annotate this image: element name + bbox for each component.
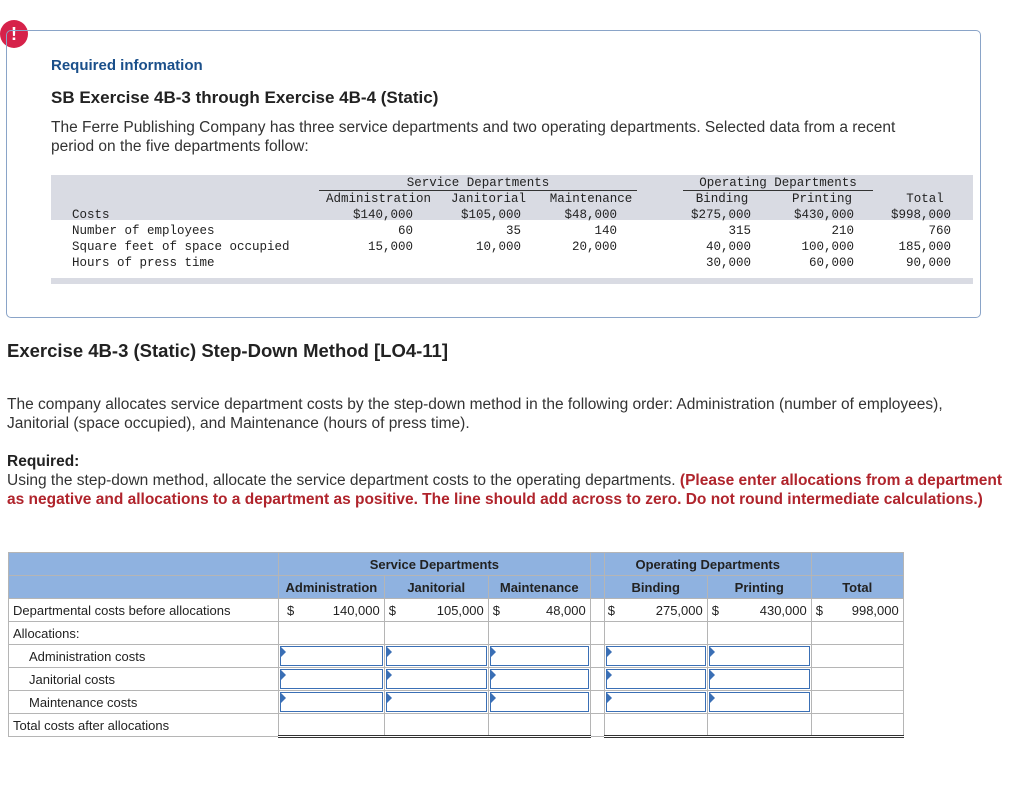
cell-press-binding: 30,000 — [705, 256, 751, 270]
alloc-header-blank — [9, 553, 279, 576]
total-after-allocations-row — [9, 714, 904, 737]
jan-alloc-total-cell — [811, 668, 903, 691]
cell-sqft-maintenance: 20,000 — [571, 240, 617, 254]
required-instructions — [7, 452, 1007, 509]
data-table-bottom-band — [51, 278, 973, 284]
before-allocations-row — [9, 599, 904, 622]
admin-alloc-printing-input[interactable] — [709, 646, 810, 666]
total-admin-cell — [279, 714, 385, 737]
cell-sqft-printing: 100,000 — [801, 240, 854, 254]
col-total: Total — [906, 192, 944, 206]
before-total-value: 998,000 — [825, 599, 903, 622]
janitorial-costs-row — [9, 668, 904, 691]
maint-alloc-total-cell — [811, 691, 903, 714]
alloc-operating-group: Operating Departments — [604, 553, 811, 576]
operating-departments-group-label: Operating Departments — [699, 176, 857, 190]
required-info-panel — [6, 30, 981, 318]
jan-alloc-admin-input[interactable] — [280, 669, 383, 689]
cell-employees-printing: 210 — [831, 224, 854, 238]
required-info-heading: Required information — [51, 57, 203, 74]
janitorial-costs-label: Janitorial costs — [9, 668, 279, 691]
exercise-title: Exercise 4B-3 (Static) Step-Down Method [LO4-11] — [7, 340, 449, 361]
row-label-costs: Costs — [72, 208, 110, 222]
allocations-header-row — [9, 622, 904, 645]
admin-alloc-binding-input[interactable] — [606, 646, 706, 666]
col-printing: Printing — [791, 192, 852, 206]
cell-costs-printing: $430,000 — [793, 208, 854, 222]
total-binding-cell — [604, 714, 707, 737]
allocation-table — [8, 552, 904, 738]
before-maintenance-value: 48,000 — [502, 599, 590, 622]
total-maintenance-cell — [488, 714, 590, 737]
maint-alloc-maintenance-input[interactable] — [490, 692, 589, 712]
alloc-colhdr-blank — [9, 576, 279, 599]
cell-costs-binding: $275,000 — [690, 208, 751, 222]
admin-costs-row — [9, 645, 904, 668]
cell-sqft-binding: 40,000 — [705, 240, 751, 254]
currency-sign: $ — [384, 599, 398, 622]
col-binding: Binding — [695, 192, 749, 206]
maintenance-costs-label: Maintenance costs — [9, 691, 279, 714]
cell-press-total: 90,000 — [905, 256, 951, 270]
total-janitorial-cell — [384, 714, 488, 737]
alloc-header-total-blank — [811, 553, 903, 576]
before-allocations-label: Departmental costs before allocations — [9, 599, 279, 622]
jan-alloc-binding-input[interactable] — [606, 669, 706, 689]
cell-costs-maintenance: $48,000 — [564, 208, 617, 222]
currency-sign: $ — [279, 599, 295, 622]
alloc-col-administration: Administration — [279, 576, 385, 599]
row-label-employees: Number of employees — [72, 224, 215, 238]
allocations-label: Allocations: — [9, 622, 279, 645]
jan-alloc-printing-input[interactable] — [709, 669, 810, 689]
cell-employees-janitorial: 35 — [505, 224, 521, 238]
col-administration: Administration — [325, 192, 432, 206]
admin-costs-label: Administration costs — [9, 645, 279, 668]
cell-costs-total: $998,000 — [890, 208, 951, 222]
maint-alloc-printing-input[interactable] — [709, 692, 810, 712]
intro-text: The Ferre Publishing Company has three service departments and two operating departments. Selected data from a recent period on the five departments follow: — [51, 119, 896, 155]
currency-sign: $ — [488, 599, 502, 622]
total-printing-cell — [707, 714, 811, 737]
gap-cell — [590, 714, 604, 737]
alloc-col-binding: Binding — [604, 576, 707, 599]
before-binding-value: 275,000 — [617, 599, 707, 622]
maint-alloc-janitorial-input[interactable] — [386, 692, 487, 712]
alloc-column-header-row — [9, 576, 904, 599]
row-label-press-hours: Hours of press time — [72, 256, 215, 270]
alloc-col-janitorial: Janitorial — [384, 576, 488, 599]
required-text: Using the step-down method, allocate the service department costs to the operating departments. — [7, 472, 680, 489]
alloc-col-total: Total — [811, 576, 903, 599]
alloc-header-gap — [590, 553, 604, 576]
maintenance-costs-row — [9, 691, 904, 714]
maint-alloc-binding-input[interactable] — [606, 692, 706, 712]
cell-sqft-total: 185,000 — [898, 240, 951, 254]
cell-sqft-janitorial: 10,000 — [475, 240, 521, 254]
alert-icon: ! — [0, 20, 28, 48]
jan-alloc-maintenance-input[interactable] — [490, 669, 589, 689]
cell-employees-total: 760 — [928, 224, 951, 238]
before-admin-value: 140,000 — [294, 599, 384, 622]
before-printing-value: 430,000 — [721, 599, 811, 622]
gap-cell — [590, 599, 604, 622]
jan-alloc-janitorial-input[interactable] — [386, 669, 487, 689]
gap-cell — [590, 668, 604, 691]
exercise-range-title: SB Exercise 4B-3 through Exercise 4B-4 (Static) — [51, 88, 439, 107]
service-departments-group-label: Service Departments — [406, 176, 550, 190]
maint-alloc-admin-input[interactable] — [280, 692, 383, 712]
admin-alloc-janitorial-input[interactable] — [386, 646, 487, 666]
cell-costs-janitorial: $105,000 — [460, 208, 521, 222]
alloc-col-maintenance: Maintenance — [488, 576, 590, 599]
cell-employees-admin: 60 — [397, 224, 413, 238]
total-after-allocations-label: Total costs after allocations — [9, 714, 279, 737]
col-janitorial: Janitorial — [450, 192, 526, 206]
col-maintenance: Maintenance — [549, 192, 633, 206]
alloc-group-header-row — [9, 553, 904, 576]
alloc-colhdr-gap — [590, 576, 604, 599]
required-red-note: (Please enter allocations from a department as negative and allocations to a department as positive. The line should add across to zero. Do not round intermediate calculations.) — [7, 472, 1003, 508]
alloc-col-printing: Printing — [707, 576, 811, 599]
cell-costs-admin: $140,000 — [352, 208, 413, 222]
cell-sqft-admin: 15,000 — [367, 240, 413, 254]
total-total-cell — [811, 714, 903, 737]
cell-employees-maintenance: 140 — [594, 224, 617, 238]
admin-alloc-maintenance-input[interactable] — [490, 646, 589, 666]
exercise-paragraph: The company allocates service department costs by the step-down method in the following order: Administration (number of employees), Janitorial (space occupied), and Maintenance (hours of press time). — [7, 396, 943, 432]
gap-cell — [590, 645, 604, 668]
alloc-service-group: Service Departments — [279, 553, 591, 576]
currency-sign: $ — [604, 599, 617, 622]
required-label: Required: — [7, 453, 80, 470]
before-janitorial-value: 105,000 — [398, 599, 488, 622]
currency-sign: $ — [811, 599, 825, 622]
gap-cell — [590, 691, 604, 714]
admin-alloc-total-cell — [811, 645, 903, 668]
admin-alloc-admin-input[interactable] — [280, 646, 383, 666]
cell-press-printing: 60,000 — [808, 256, 854, 270]
row-label-square-feet: Square feet of space occupied — [72, 240, 290, 254]
currency-sign: $ — [707, 599, 721, 622]
cell-employees-binding: 315 — [728, 224, 751, 238]
